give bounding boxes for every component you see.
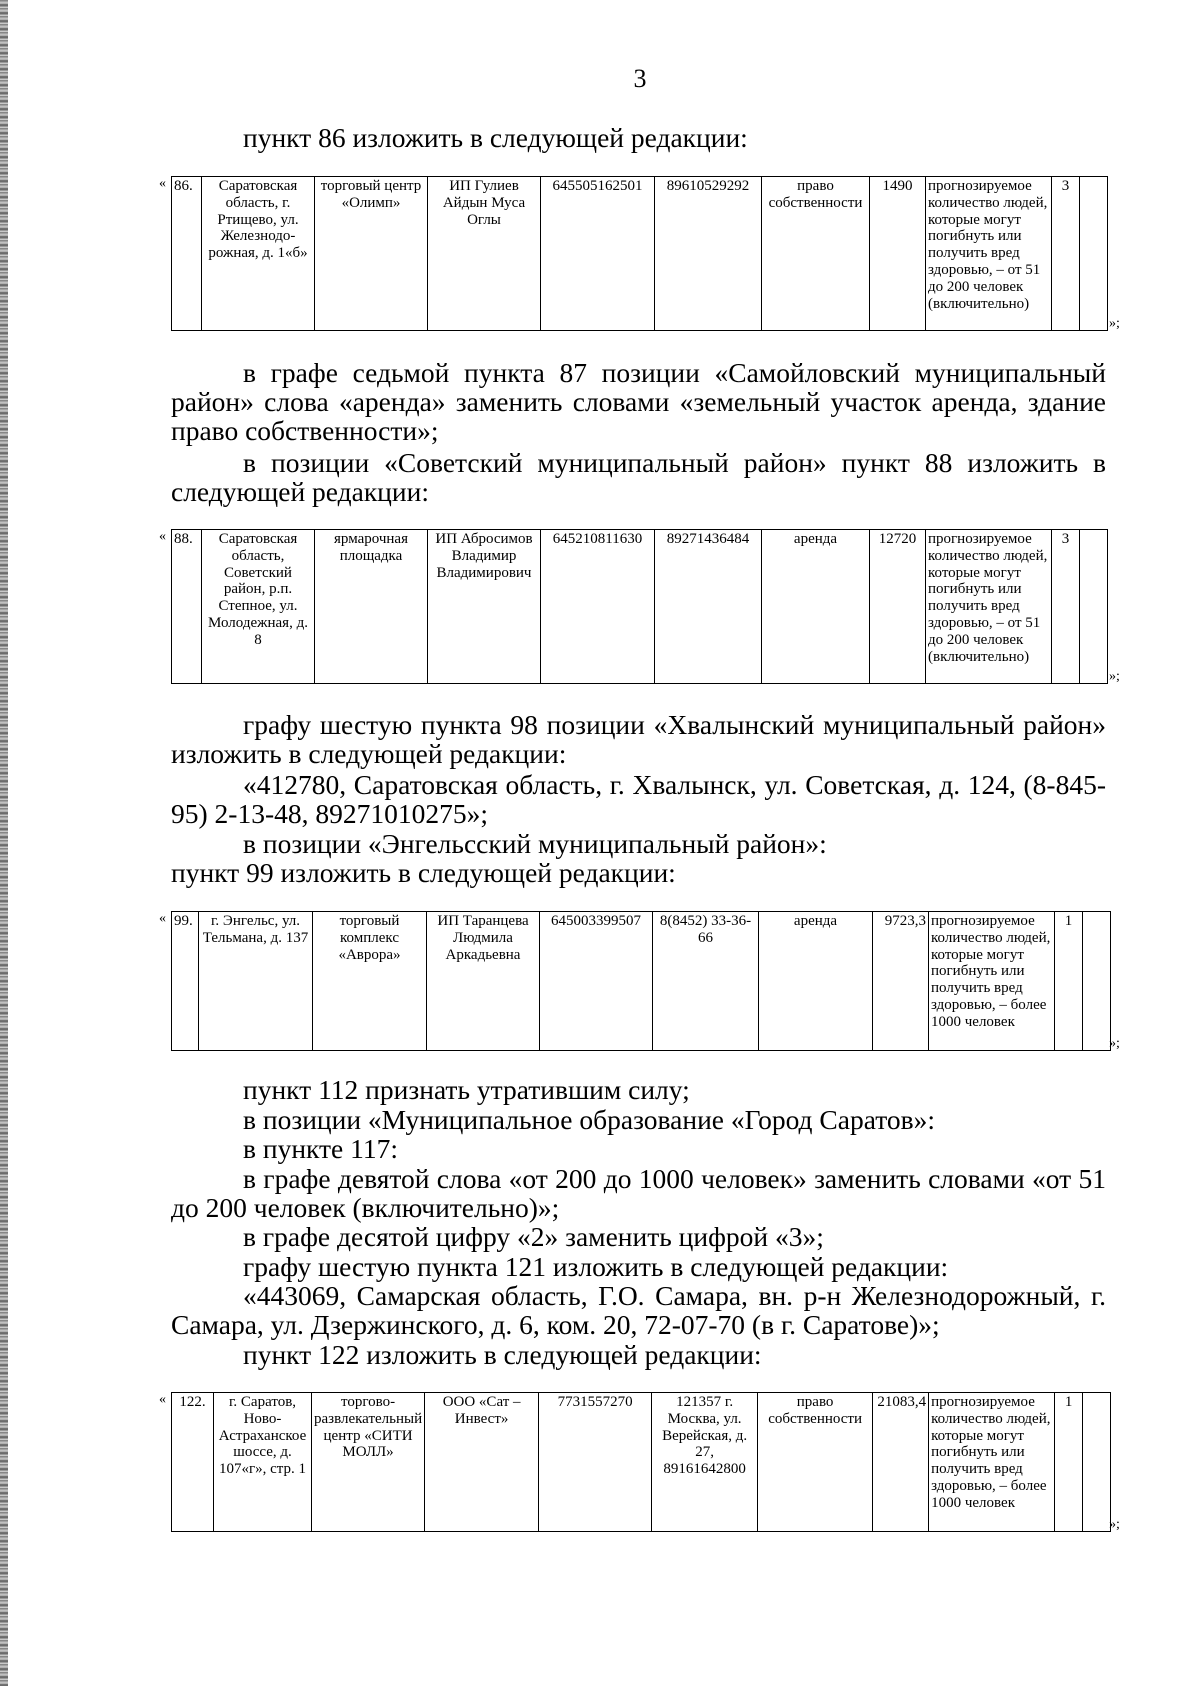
paragraph-item-121-value: «443069, Самарская область, Г.О. Самара, вн. р-н Железнодорожный, г. Самара, ул. Дзержинского, д. 6, ком. 20, 72-07-70 (в г. Саратове)»; bbox=[171, 1280, 1106, 1340]
cell-num: 99. bbox=[172, 912, 199, 1051]
paragraph-item-122-intro: пункт 122 изложить в следующей редакции: bbox=[243, 1339, 762, 1370]
cell-right: право собственности bbox=[762, 177, 870, 331]
table-row bbox=[172, 912, 1111, 1051]
quote-open: « bbox=[159, 529, 166, 544]
paragraph-item-88-intro: в позиции «Советский муниципальный район» пункт 88 изложить в следующей редакции: bbox=[171, 447, 1106, 507]
quote-open: « bbox=[159, 911, 166, 926]
scan-edge bbox=[0, 0, 8, 1686]
quote-close: »; bbox=[1109, 316, 1120, 331]
cell-right: право собственности bbox=[758, 1393, 873, 1532]
table-99 bbox=[171, 911, 1111, 1051]
paragraph-item-87: в графе седьмой пункта 87 позиции «Самойловский муниципальный район» слова «аренда» заменить словами «земельный участок аренда, здание право собственности»; bbox=[171, 357, 1106, 446]
cell-object: торговый комплекс «Аврора» bbox=[313, 912, 427, 1051]
cell-num: 88. bbox=[172, 530, 202, 684]
paragraph-item-98-value: «412780, Саратовская область, г. Хвалынск, ул. Советская, д. 124, (8-845-95) 2-13-48, 89271010275»; bbox=[171, 769, 1106, 829]
table-86-block bbox=[159, 176, 1119, 336]
quote-open: « bbox=[159, 1392, 166, 1407]
cell-area: 1490 bbox=[870, 177, 926, 331]
paragraph-item-121: графу шестую пункта 121 изложить в следующей редакции: bbox=[243, 1251, 949, 1282]
cell-address: г. Саратов, Ново-Астраханское шоссе, д. 107«г», стр. 1 bbox=[214, 1393, 312, 1532]
paragraph-saratov: в позиции «Муниципальное образование «Город Саратов»: bbox=[243, 1104, 935, 1135]
cell-category: 1 bbox=[1055, 912, 1083, 1051]
cell-address: г. Энгельс, ул. Тельмана, д. 137 bbox=[199, 912, 313, 1051]
cell-object: ярмарочная площадка bbox=[315, 530, 428, 684]
cell-area: 12720 bbox=[870, 530, 926, 684]
paragraph-item-117-col10: в графе десятой цифру «2» заменить цифрой «3»; bbox=[243, 1221, 824, 1252]
page-number: 3 bbox=[633, 64, 647, 93]
cell-last bbox=[1083, 912, 1111, 1051]
quote-close: »; bbox=[1109, 669, 1120, 684]
paragraph-engels: в позиции «Энгельсский муниципальный район»: bbox=[243, 828, 827, 859]
cell-inn: 645210811630 bbox=[541, 530, 655, 684]
cell-inn: 645505162501 bbox=[541, 177, 655, 331]
cell-risk: прогнозируемое количество людей, которые могут погибнуть или получить вред здоровью, – более 1000 человек bbox=[929, 1393, 1055, 1532]
table-99-block bbox=[159, 911, 1119, 1056]
cell-right: аренда bbox=[762, 530, 870, 684]
cell-last bbox=[1080, 177, 1108, 331]
table-86 bbox=[171, 176, 1108, 331]
cell-area: 21083,4 bbox=[873, 1393, 929, 1532]
paragraph-item-98: графу шестую пункта 98 позиции «Хвалынский муниципальный район» изложить в следующей редакции: bbox=[171, 709, 1106, 769]
paragraph-item-117: в пункте 117: bbox=[243, 1133, 399, 1164]
paragraph-item-112: пункт 112 признать утратившим силу; bbox=[243, 1074, 690, 1105]
table-row bbox=[172, 177, 1108, 331]
table-row bbox=[172, 1393, 1111, 1532]
cell-category: 3 bbox=[1052, 530, 1080, 684]
cell-object: торгово-развлекательный центр «СИТИ МОЛЛ» bbox=[312, 1393, 425, 1532]
cell-phone: 89271436484 bbox=[655, 530, 762, 684]
cell-right: аренда bbox=[759, 912, 873, 1051]
paragraph-item-117-col9: в графе девятой слова «от 200 до 1000 человек» заменить словами «от 51 до 200 человек (включительно)»; bbox=[171, 1163, 1106, 1223]
quote-close: »; bbox=[1109, 1036, 1120, 1051]
table-row bbox=[172, 530, 1108, 684]
table-88-block bbox=[159, 529, 1119, 689]
table-88 bbox=[171, 529, 1108, 684]
paragraph-item-99-intro: пункт 99 изложить в следующей редакции: bbox=[171, 857, 676, 888]
quote-open: « bbox=[159, 176, 166, 191]
cell-risk: прогнозируемое количество людей, которые могут погибнуть или получить вред здоровью, – от 51 до 200 человек (включительно) bbox=[926, 177, 1052, 331]
cell-last bbox=[1080, 530, 1108, 684]
cell-owner: ООО «Сат – Инвест» bbox=[425, 1393, 539, 1532]
table-122 bbox=[171, 1392, 1111, 1532]
cell-area: 9723,3 bbox=[873, 912, 929, 1051]
table-122-block bbox=[159, 1392, 1119, 1537]
cell-phone: 121357 г. Москва, ул. Верейская, д. 27, 89161642800 bbox=[652, 1393, 758, 1532]
cell-phone: 8(8452) 33-36-66 bbox=[653, 912, 759, 1051]
cell-category: 3 bbox=[1052, 177, 1080, 331]
cell-risk: прогнозируемое количество людей, которые могут погибнуть или получить вред здоровью, – от 51 до 200 человек (включительно) bbox=[926, 530, 1052, 684]
cell-inn: 645003399507 bbox=[540, 912, 653, 1051]
cell-object: торговый центр «Олимп» bbox=[315, 177, 428, 331]
cell-address: Саратовская область, Советский район, р.п. Степное, ул. Молодежная, д. 8 bbox=[202, 530, 315, 684]
cell-last bbox=[1083, 1393, 1111, 1532]
cell-owner: ИП Абросимов Владимир Владимирович bbox=[428, 530, 541, 684]
cell-risk: прогнозируемое количество людей, которые могут погибнуть или получить вред здоровью, – более 1000 человек bbox=[929, 912, 1055, 1051]
cell-num: 122. bbox=[172, 1393, 214, 1532]
cell-address: Саратовская область, г. Ртищево, ул. Железнодо-рожная, д. 1«б» bbox=[202, 177, 315, 331]
cell-inn: 7731557270 bbox=[539, 1393, 652, 1532]
cell-owner: ИП Таранцева Людмила Аркадьевна bbox=[427, 912, 540, 1051]
cell-category: 1 bbox=[1055, 1393, 1083, 1532]
cell-num: 86. bbox=[172, 177, 202, 331]
quote-close: »; bbox=[1109, 1517, 1120, 1532]
paragraph-item-86-intro: пункт 86 изложить в следующей редакции: bbox=[243, 122, 748, 153]
cell-phone: 89610529292 bbox=[655, 177, 762, 331]
cell-owner: ИП Гулиев Айдын Муса Оглы bbox=[428, 177, 541, 331]
